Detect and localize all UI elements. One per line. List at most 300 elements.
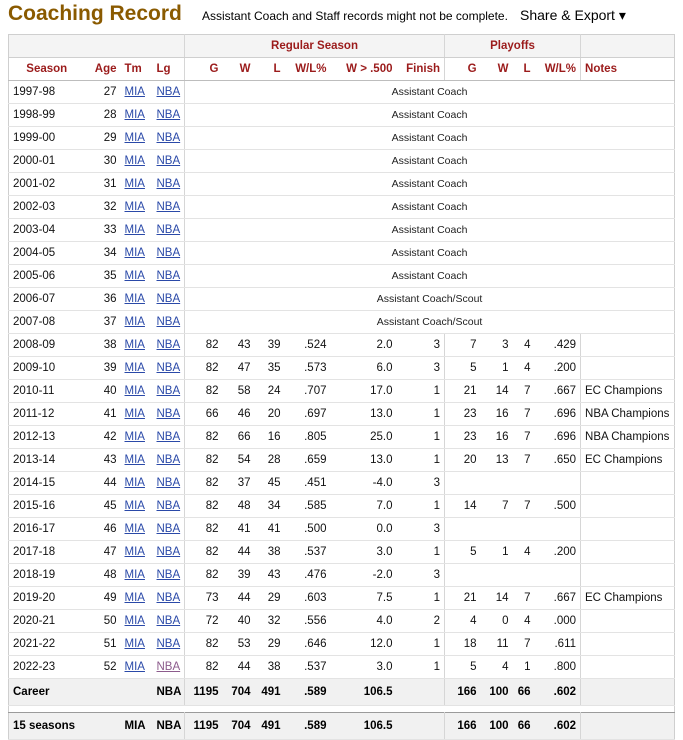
finish-cell: 3	[397, 564, 445, 587]
team-cell-link[interactable]: MIA	[124, 500, 145, 512]
team-cell-link[interactable]: MIA	[124, 477, 145, 489]
notes-cell	[581, 564, 675, 587]
age-cell: 45	[85, 495, 121, 518]
notes-cell	[581, 495, 675, 518]
league-cell[interactable]	[153, 219, 185, 242]
footer-gap-cell	[9, 706, 675, 713]
playoff-win-pct-cell: .500	[535, 495, 581, 518]
wins-cell: 44	[223, 587, 255, 610]
games-cell: 82	[185, 564, 223, 587]
league-cell-link[interactable]: NBA	[156, 247, 181, 259]
summary-playoff-losses-cell: 66	[513, 713, 535, 740]
league-cell-link[interactable]: NBA	[156, 523, 181, 535]
league-cell[interactable]	[153, 403, 185, 426]
playoff-games-cell: 14	[445, 495, 481, 518]
age-cell: 38	[85, 334, 121, 357]
table-row	[9, 610, 675, 633]
playoff-wins-cell: 14	[481, 587, 513, 610]
summary-losses-cell: 491	[255, 713, 285, 740]
finish-cell: 1	[397, 426, 445, 449]
col-team[interactable]: Tm	[121, 58, 153, 81]
league-cell-link[interactable]: NBA	[156, 201, 181, 213]
age-cell: 32	[85, 196, 121, 219]
footer-gap	[9, 706, 675, 713]
win-pct-cell: .500	[285, 518, 331, 541]
team-cell-link[interactable]: MIA	[124, 109, 145, 121]
notes-cell	[581, 334, 675, 357]
games-cell: 66	[185, 403, 223, 426]
team-cell-link[interactable]: MIA	[124, 431, 145, 443]
team-cell[interactable]	[121, 564, 153, 587]
notes-cell	[581, 656, 675, 679]
team-cell[interactable]	[121, 587, 153, 610]
team-cell-link[interactable]: MIA	[124, 201, 145, 213]
league-cell-link[interactable]: NBA	[156, 431, 181, 443]
league-cell-link[interactable]: NBA	[156, 178, 181, 190]
summary-playoff-wins-cell: 100	[481, 713, 513, 740]
team-cell[interactable]	[121, 541, 153, 564]
finish-cell: 1	[397, 633, 445, 656]
playoff-losses-cell: 7	[513, 380, 535, 403]
losses-cell: 35	[255, 357, 285, 380]
wins-cell: 58	[223, 380, 255, 403]
age-cell: 47	[85, 541, 121, 564]
league-cell[interactable]	[153, 656, 185, 679]
summary-league-cell: NBA	[153, 713, 185, 740]
team-cell-link[interactable]: MIA	[124, 569, 145, 581]
playoff-win-pct-cell: .800	[535, 656, 581, 679]
team-cell-link[interactable]: MIA	[124, 362, 145, 374]
coaching-record-table	[8, 34, 675, 740]
league-cell[interactable]	[153, 150, 185, 173]
team-cell-link[interactable]: MIA	[124, 523, 145, 535]
league-cell-link[interactable]: NBA	[156, 477, 181, 489]
win-pct-cell: .646	[285, 633, 331, 656]
finish-cell: 1	[397, 541, 445, 564]
summary-row	[9, 679, 675, 706]
playoff-losses-cell	[513, 564, 535, 587]
notes-cell	[581, 472, 675, 495]
team-cell-link[interactable]: MIA	[124, 592, 145, 604]
team-cell[interactable]	[121, 150, 153, 173]
games-cell: 72	[185, 610, 223, 633]
season-cell: 2001-02	[9, 173, 85, 196]
team-cell[interactable]	[121, 518, 153, 541]
age-cell: 31	[85, 173, 121, 196]
win-pct-cell: .524	[285, 334, 331, 357]
win-pct-cell: .573	[285, 357, 331, 380]
losses-cell: 39	[255, 334, 285, 357]
summary-playoff-games-cell: 166	[445, 679, 481, 706]
playoff-wins-cell: 13	[481, 449, 513, 472]
wins-cell: 44	[223, 656, 255, 679]
finish-cell: 3	[397, 357, 445, 380]
table-row	[9, 449, 675, 472]
win-pct-cell: .805	[285, 426, 331, 449]
col-playoff-losses[interactable]: L	[513, 58, 535, 81]
finish-cell: 2	[397, 610, 445, 633]
league-cell[interactable]	[153, 242, 185, 265]
team-cell[interactable]	[121, 403, 153, 426]
games-cell: 82	[185, 633, 223, 656]
playoff-win-pct-cell: .429	[535, 334, 581, 357]
league-cell[interactable]	[153, 495, 185, 518]
playoff-win-pct-cell: .667	[535, 587, 581, 610]
league-cell-link[interactable]: NBA	[156, 224, 181, 236]
summary-playoff-wins-cell: 100	[481, 679, 513, 706]
team-cell-link[interactable]: MIA	[124, 339, 145, 351]
league-cell[interactable]	[153, 196, 185, 219]
wins-over-500-cell: 7.5	[331, 587, 397, 610]
win-pct-cell: .537	[285, 656, 331, 679]
league-cell[interactable]	[153, 81, 185, 104]
table-body	[9, 81, 675, 679]
table-row	[9, 334, 675, 357]
season-cell: 2019-20	[9, 587, 85, 610]
table-row	[9, 288, 675, 311]
age-cell: 51	[85, 633, 121, 656]
league-cell-link[interactable]: NBA	[156, 86, 181, 98]
finish-cell: 1	[397, 449, 445, 472]
team-cell-link[interactable]: MIA	[124, 638, 145, 650]
games-cell: 82	[185, 449, 223, 472]
table-row	[9, 81, 675, 104]
playoff-win-pct-cell	[535, 472, 581, 495]
playoff-win-pct-cell: .200	[535, 541, 581, 564]
playoff-games-cell: 23	[445, 426, 481, 449]
playoff-losses-cell: 1	[513, 656, 535, 679]
win-pct-cell: .537	[285, 541, 331, 564]
playoff-losses-cell	[513, 472, 535, 495]
col-finish[interactable]: Finish	[397, 58, 445, 81]
league-cell-link[interactable]: NBA	[156, 454, 181, 466]
team-cell[interactable]	[121, 334, 153, 357]
notes-cell	[581, 541, 675, 564]
team-cell[interactable]	[121, 357, 153, 380]
age-cell: 35	[85, 265, 121, 288]
wins-over-500-cell: 0.0	[331, 518, 397, 541]
age-cell: 29	[85, 127, 121, 150]
notes-cell: EC Champions	[581, 380, 675, 403]
team-cell[interactable]	[121, 633, 153, 656]
league-cell-link[interactable]: NBA	[156, 132, 181, 144]
league-cell[interactable]	[153, 127, 185, 150]
team-cell[interactable]	[121, 127, 153, 150]
over-header-blank-notes	[581, 35, 675, 58]
role-note-cell: Assistant Coach	[185, 265, 675, 288]
games-cell: 82	[185, 334, 223, 357]
team-cell[interactable]	[121, 219, 153, 242]
league-cell-link[interactable]: NBA	[156, 270, 181, 282]
season-cell: 2002-03	[9, 196, 85, 219]
summary-season-cell: 15 seasons	[9, 713, 121, 740]
league-cell[interactable]	[153, 541, 185, 564]
finish-cell: 1	[397, 587, 445, 610]
table-row	[9, 403, 675, 426]
league-cell[interactable]	[153, 104, 185, 127]
league-cell-link[interactable]: NBA	[156, 546, 181, 558]
col-losses[interactable]: L	[255, 58, 285, 81]
playoff-games-cell: 5	[445, 541, 481, 564]
league-cell[interactable]	[153, 265, 185, 288]
team-cell[interactable]	[121, 656, 153, 679]
table-row	[9, 426, 675, 449]
table-row	[9, 311, 675, 334]
table-row	[9, 518, 675, 541]
playoff-games-cell: 23	[445, 403, 481, 426]
summary-wins-cell: 704	[223, 679, 255, 706]
team-cell-link[interactable]: MIA	[124, 132, 145, 144]
league-cell[interactable]	[153, 357, 185, 380]
team-cell-link[interactable]: MIA	[124, 270, 145, 282]
team-cell-link[interactable]: MIA	[124, 615, 145, 627]
share-export-menu[interactable]: Share & Export ▾	[520, 7, 626, 23]
league-cell-link[interactable]: NBA	[156, 500, 181, 512]
team-cell[interactable]	[121, 426, 153, 449]
col-wins[interactable]: W	[223, 58, 255, 81]
season-cell: 2004-05	[9, 242, 85, 265]
season-cell: 2008-09	[9, 334, 85, 357]
playoff-losses-cell: 4	[513, 541, 535, 564]
wins-over-500-cell: -2.0	[331, 564, 397, 587]
league-cell-link[interactable]: NBA	[156, 362, 181, 374]
role-note-cell: Assistant Coach/Scout	[185, 311, 675, 334]
games-cell: 82	[185, 357, 223, 380]
section-title: Coaching Record	[8, 2, 182, 25]
team-cell-link[interactable]: MIA	[124, 408, 145, 420]
playoff-win-pct-cell: .696	[535, 403, 581, 426]
notes-cell	[581, 633, 675, 656]
team-cell[interactable]	[121, 495, 153, 518]
team-cell[interactable]	[121, 173, 153, 196]
playoff-wins-cell: 1	[481, 357, 513, 380]
table-row	[9, 127, 675, 150]
league-cell[interactable]	[153, 472, 185, 495]
team-cell-link[interactable]: MIA	[124, 293, 145, 305]
playoff-losses-cell: 7	[513, 587, 535, 610]
team-cell[interactable]	[121, 311, 153, 334]
team-cell[interactable]	[121, 196, 153, 219]
role-note-cell: Assistant Coach	[185, 242, 675, 265]
table-row	[9, 173, 675, 196]
table-row	[9, 242, 675, 265]
role-note-cell: Assistant Coach	[185, 150, 675, 173]
summary-playoff-win-pct-cell: .602	[535, 713, 581, 740]
league-cell-link[interactable]: NBA	[156, 569, 181, 581]
league-cell[interactable]	[153, 173, 185, 196]
table-row	[9, 380, 675, 403]
wins-over-500-cell: 25.0	[331, 426, 397, 449]
team-cell[interactable]	[121, 472, 153, 495]
role-note-cell: Assistant Coach	[185, 219, 675, 242]
league-cell-link[interactable]: NBA	[156, 109, 181, 121]
team-cell[interactable]	[121, 380, 153, 403]
summary-league-cell: NBA	[153, 679, 185, 706]
playoff-games-cell	[445, 518, 481, 541]
league-cell-link[interactable]: NBA	[156, 293, 181, 305]
summary-team-cell	[121, 679, 153, 706]
over-header-row	[9, 35, 675, 58]
league-cell[interactable]	[153, 288, 185, 311]
wins-cell: 46	[223, 403, 255, 426]
losses-cell: 29	[255, 633, 285, 656]
age-cell: 43	[85, 449, 121, 472]
playoff-games-cell: 21	[445, 380, 481, 403]
losses-cell: 28	[255, 449, 285, 472]
win-pct-cell: .697	[285, 403, 331, 426]
league-cell-link[interactable]: NBA	[156, 638, 181, 650]
finish-cell: 1	[397, 403, 445, 426]
wins-cell: 48	[223, 495, 255, 518]
losses-cell: 32	[255, 610, 285, 633]
win-pct-cell: .451	[285, 472, 331, 495]
season-cell: 1998-99	[9, 104, 85, 127]
col-playoff-win-pct[interactable]: W/L%	[535, 58, 581, 81]
team-cell-link[interactable]: MIA	[124, 86, 145, 98]
playoff-win-pct-cell: .000	[535, 610, 581, 633]
losses-cell: 41	[255, 518, 285, 541]
season-cell: 2010-11	[9, 380, 85, 403]
league-cell[interactable]	[153, 610, 185, 633]
col-games[interactable]: G	[185, 58, 223, 81]
notes-cell: EC Champions	[581, 587, 675, 610]
league-cell[interactable]	[153, 426, 185, 449]
league-cell[interactable]	[153, 311, 185, 334]
playoff-wins-cell: 16	[481, 403, 513, 426]
playoff-losses-cell: 7	[513, 449, 535, 472]
wins-over-500-cell: 4.0	[331, 610, 397, 633]
wins-over-500-cell: 13.0	[331, 403, 397, 426]
summary-finish-cell	[397, 713, 445, 740]
wins-over-500-cell: 7.0	[331, 495, 397, 518]
over-header-blank	[9, 35, 185, 58]
table-row	[9, 104, 675, 127]
team-cell-link[interactable]: MIA	[124, 224, 145, 236]
team-cell-link[interactable]: MIA	[124, 316, 145, 328]
team-cell-link[interactable]: MIA	[124, 155, 145, 167]
win-pct-cell: .603	[285, 587, 331, 610]
league-cell[interactable]	[153, 380, 185, 403]
notes-cell: NBA Champions	[581, 403, 675, 426]
age-cell: 49	[85, 587, 121, 610]
team-cell-link[interactable]: MIA	[124, 385, 145, 397]
age-cell: 39	[85, 357, 121, 380]
col-season[interactable]: Season	[9, 58, 85, 81]
league-cell[interactable]	[153, 633, 185, 656]
col-playoff-games[interactable]: G	[445, 58, 481, 81]
notes-cell	[581, 518, 675, 541]
playoff-wins-cell: 4	[481, 656, 513, 679]
age-cell: 48	[85, 564, 121, 587]
league-cell-link[interactable]: NBA	[156, 408, 181, 420]
playoff-win-pct-cell	[535, 518, 581, 541]
table-row	[9, 633, 675, 656]
team-cell[interactable]	[121, 104, 153, 127]
league-cell-link[interactable]: NBA	[156, 155, 181, 167]
age-cell: 41	[85, 403, 121, 426]
league-cell-link[interactable]: NBA	[156, 661, 181, 673]
team-cell-link[interactable]: MIA	[124, 247, 145, 259]
team-cell[interactable]	[121, 610, 153, 633]
role-note-cell: Assistant Coach	[185, 196, 675, 219]
age-cell: 44	[85, 472, 121, 495]
win-pct-cell: .659	[285, 449, 331, 472]
league-cell-link[interactable]: NBA	[156, 385, 181, 397]
table-row	[9, 196, 675, 219]
losses-cell: 24	[255, 380, 285, 403]
league-cell-link[interactable]: NBA	[156, 615, 181, 627]
role-note-cell: Assistant Coach/Scout	[185, 288, 675, 311]
league-cell[interactable]	[153, 449, 185, 472]
team-cell-link[interactable]: MIA	[124, 454, 145, 466]
role-note-cell: Assistant Coach	[185, 81, 675, 104]
season-cell: 2021-22	[9, 633, 85, 656]
playoff-losses-cell: 4	[513, 610, 535, 633]
summary-notes-cell	[581, 713, 675, 740]
table-footer	[9, 679, 675, 740]
summary-playoff-losses-cell: 66	[513, 679, 535, 706]
league-cell-link[interactable]: NBA	[156, 316, 181, 328]
games-cell: 82	[185, 541, 223, 564]
col-playoff-wins[interactable]: W	[481, 58, 513, 81]
losses-cell: 43	[255, 564, 285, 587]
team-cell-link[interactable]: MIA	[124, 178, 145, 190]
team-cell[interactable]	[121, 449, 153, 472]
win-pct-cell: .707	[285, 380, 331, 403]
playoff-losses-cell: 4	[513, 357, 535, 380]
league-cell[interactable]	[153, 518, 185, 541]
finish-cell: 1	[397, 495, 445, 518]
wins-over-500-cell: 6.0	[331, 357, 397, 380]
team-cell[interactable]	[121, 81, 153, 104]
season-cell: 1997-98	[9, 81, 85, 104]
playoff-wins-cell	[481, 472, 513, 495]
table-row	[9, 656, 675, 679]
col-age[interactable]: Age	[85, 58, 121, 81]
league-cell[interactable]	[153, 564, 185, 587]
league-cell[interactable]	[153, 587, 185, 610]
playoff-games-cell: 4	[445, 610, 481, 633]
team-cell-link[interactable]: MIA	[124, 661, 145, 673]
age-cell: 37	[85, 311, 121, 334]
summary-row	[9, 713, 675, 740]
wins-cell: 41	[223, 518, 255, 541]
win-pct-cell: .585	[285, 495, 331, 518]
wins-cell: 44	[223, 541, 255, 564]
season-cell: 2003-04	[9, 219, 85, 242]
team-cell[interactable]	[121, 265, 153, 288]
col-win-pct[interactable]: W/L%	[285, 58, 331, 81]
col-wins-over-500[interactable]: W > .500	[331, 58, 397, 81]
playoff-win-pct-cell: .650	[535, 449, 581, 472]
summary-games-cell: 1195	[185, 679, 223, 706]
wins-over-500-cell: -4.0	[331, 472, 397, 495]
league-cell[interactable]	[153, 334, 185, 357]
age-cell: 34	[85, 242, 121, 265]
team-cell[interactable]	[121, 288, 153, 311]
summary-losses-cell: 491	[255, 679, 285, 706]
league-cell-link[interactable]: NBA	[156, 592, 181, 604]
col-notes[interactable]: Notes	[581, 58, 675, 81]
season-cell: 2013-14	[9, 449, 85, 472]
team-cell[interactable]	[121, 242, 153, 265]
team-cell-link[interactable]: MIA	[124, 546, 145, 558]
playoff-games-cell: 5	[445, 357, 481, 380]
table-row	[9, 495, 675, 518]
col-league[interactable]: Lg	[153, 58, 185, 81]
league-cell-link[interactable]: NBA	[156, 339, 181, 351]
playoff-win-pct-cell: .696	[535, 426, 581, 449]
